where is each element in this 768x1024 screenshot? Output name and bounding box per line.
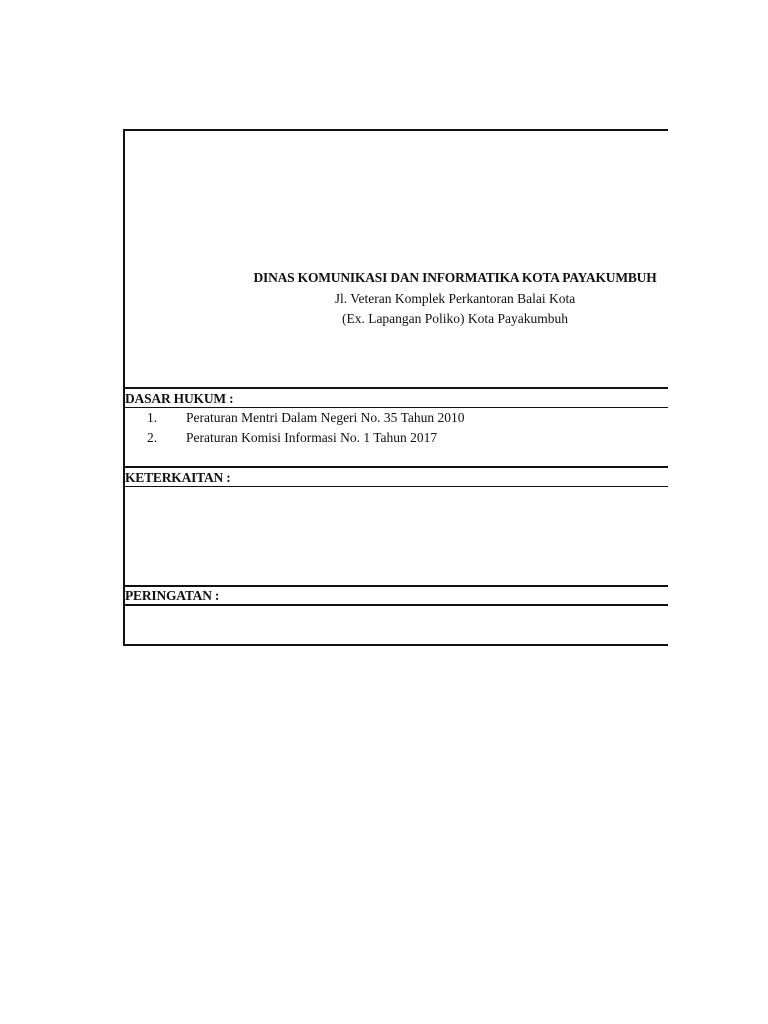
agency-title: DINAS KOMUNIKASI DAN INFORMATIKA KOTA PAYAKUMBUH — [253, 270, 657, 285]
agency-address-line-1: Jl. Veteran Komplek Perkantoran Balai Kota — [334, 291, 576, 306]
list-item-number: 2. — [147, 430, 158, 445]
keterkaitan-label: KETERKAITAN : — [125, 470, 231, 485]
peringatan-label: PERINGATAN : — [125, 588, 220, 603]
list-item-number: 1. — [147, 410, 158, 425]
divider-keterkaitan-top — [123, 466, 668, 468]
divider-dasar-hukum-top — [123, 387, 668, 389]
divider-peringatan-bottom — [123, 604, 668, 606]
divider-dasar-hukum-bottom — [123, 407, 668, 408]
dasar-hukum-label: DASAR HUKUM : — [125, 391, 234, 406]
agency-address-line-2: (Ex. Lapangan Poliko) Kota Payakumbuh — [341, 311, 569, 326]
list-item-text: Peraturan Komisi Informasi No. 1 Tahun 2017 — [186, 430, 438, 445]
divider-keterkaitan-bottom — [123, 486, 668, 487]
list-item-text: Peraturan Mentri Dalam Negeri No. 35 Tahun 2010 — [186, 410, 465, 425]
